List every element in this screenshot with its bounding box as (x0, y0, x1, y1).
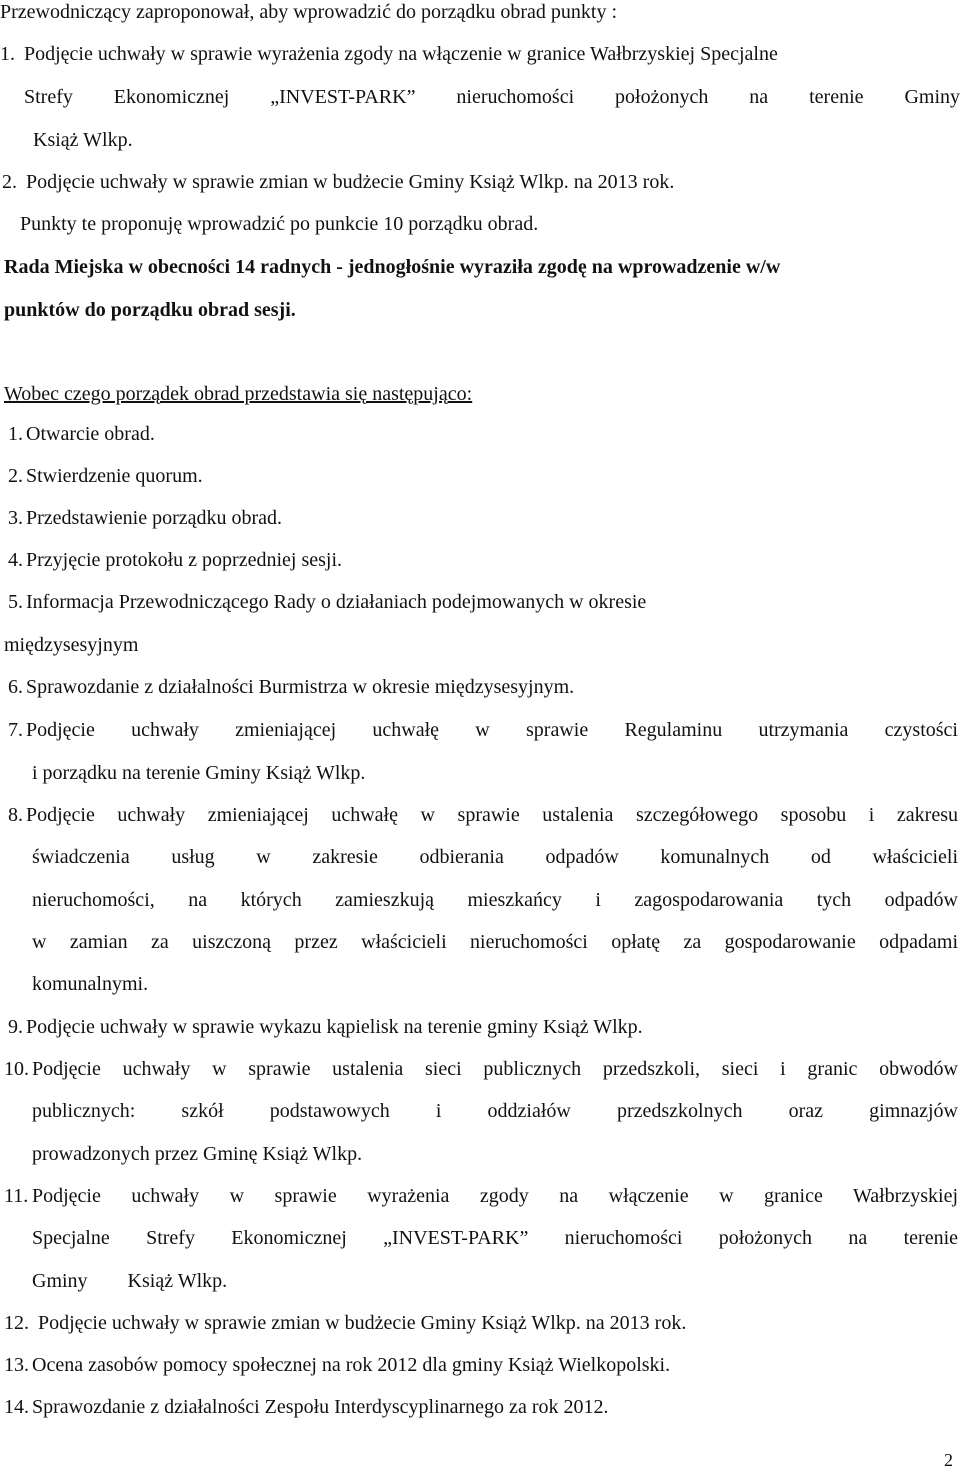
agenda-item-line: Informacja Przewodniczącego Rady o działaniach podejmowanych w okresie (26, 591, 647, 613)
agenda-item-number: 7. (8, 719, 23, 741)
agenda-item-number: 4. (8, 549, 23, 571)
page-number: 2 (944, 1450, 953, 1470)
agenda-item-line: Sprawozdanie z działalności Zespołu Interdyscyplinarnego za rok 2012. (32, 1396, 609, 1418)
agenda-item-number: 13. (4, 1354, 29, 1376)
agenda-item-number: 6. (8, 676, 23, 698)
agenda-heading: Wobec czego porządek obrad przedstawia się następująco: (4, 383, 473, 405)
intro-text: Przewodniczący zaproponował, aby wprowadzić do porządku obrad punkty : (0, 1, 618, 23)
proposed-item-line: Książ Wlkp. (33, 129, 133, 151)
agenda-item-number: 5. (8, 591, 23, 613)
vote-result-line: Rada Miejska w obecności 14 radnych - jednogłośnie wyraziła zgodę na wprowadzenie w/w (4, 256, 781, 278)
agenda-item-line: Specjalne Strefy Ekonomicznej „INVEST-PARK” nieruchomości położonych na terenie (32, 1227, 958, 1249)
agenda-item-number: 14. (4, 1396, 29, 1418)
agenda-item-line: Podjęcie uchwały zmieniającej uchwałę w sprawie ustalenia szczegółowego sposobu i zakresu (26, 804, 958, 826)
agenda-item-line: prowadzonych przez Gminę Książ Wlkp. (32, 1143, 363, 1165)
proposed-item-number: 1. (0, 43, 15, 65)
proposed-item-line: Podjęcie uchwały w sprawie wyrażenia zgody na włączenie w granice Wałbrzyskiej Specjalne (24, 43, 778, 65)
vote-result-line: punktów do porządku obrad sesji. (4, 299, 296, 321)
agenda-item-number: 8. (8, 804, 23, 826)
agenda-item-line: Podjęcie uchwały w sprawie ustalenia sieci publicznych przedszkoli, sieci i granic obwodów (32, 1058, 958, 1080)
agenda-item-line: świadczenia usług w zakresie odbierania odpadów komunalnych od właścicieli (32, 846, 958, 868)
agenda-item-line: Podjęcie uchwały zmieniającej uchwałę w sprawie Regulaminu utrzymania czystości (26, 719, 958, 741)
agenda-item-number: 10. (4, 1058, 29, 1080)
agenda-item-number: 3. (8, 507, 23, 529)
insert-after-note: Punkty te proponuję wprowadzić po punkcie 10 porządku obrad. (20, 213, 539, 235)
proposed-item-line: Podjęcie uchwały w sprawie zmian w budżecie Gminy Książ Wlkp. na 2013 rok. (26, 171, 675, 193)
agenda-item-line: Przyjęcie protokołu z poprzedniej sesji. (26, 549, 343, 571)
agenda-item-number: 2. (8, 465, 23, 487)
agenda-item-number: 1. (8, 423, 23, 445)
agenda-item-number: 11. (4, 1185, 29, 1207)
agenda-item-line: publicznych: szkół podstawowych i oddziałów przedszkolnych oraz gimnazjów (32, 1100, 958, 1122)
proposed-item-line: Strefy Ekonomicznej „INVEST-PARK” nieruchomości położonych na terenie Gminy (24, 86, 960, 108)
proposed-item-number: 2. (2, 171, 17, 193)
agenda-item-line: Otwarcie obrad. (26, 423, 155, 445)
agenda-item-number: 9. (8, 1016, 23, 1038)
agenda-item-line: Sprawozdanie z działalności Burmistrza w okresie międzysesyjnym. (26, 676, 575, 698)
agenda-item-line: Przedstawienie porządku obrad. (26, 507, 283, 529)
agenda-item-line: Podjęcie uchwały w sprawie wykazu kąpielisk na terenie gminy Książ Wlkp. (26, 1016, 643, 1038)
agenda-item-line: nieruchomości, na których zamieszkują mieszkańcy i zagospodarowania tych odpadów (32, 889, 958, 911)
agenda-item-line: Gminy Książ Wlkp. (32, 1270, 228, 1292)
agenda-item-line: w zamian za uiszczoną przez właścicieli nieruchomości opłatę za gospodarowanie odpadami (32, 931, 958, 953)
agenda-item-line: Stwierdzenie quorum. (26, 465, 203, 487)
agenda-item-line: i porządku na terenie Gminy Książ Wlkp. (32, 762, 366, 784)
agenda-item-line: międzysesyjnym (4, 634, 139, 656)
agenda-item-line: Podjęcie uchwały w sprawie zmian w budżecie Gminy Książ Wlkp. na 2013 rok. (38, 1312, 687, 1334)
agenda-item-line: komunalnymi. (32, 973, 149, 995)
agenda-item-number: 12. (4, 1312, 29, 1334)
agenda-item-line: Ocena zasobów pomocy społecznej na rok 2012 dla gminy Książ Wielkopolski. (32, 1354, 671, 1376)
agenda-item-line: Podjęcie uchwały w sprawie wyrażenia zgody na włączenie w granice Wałbrzyskiej (32, 1185, 958, 1207)
